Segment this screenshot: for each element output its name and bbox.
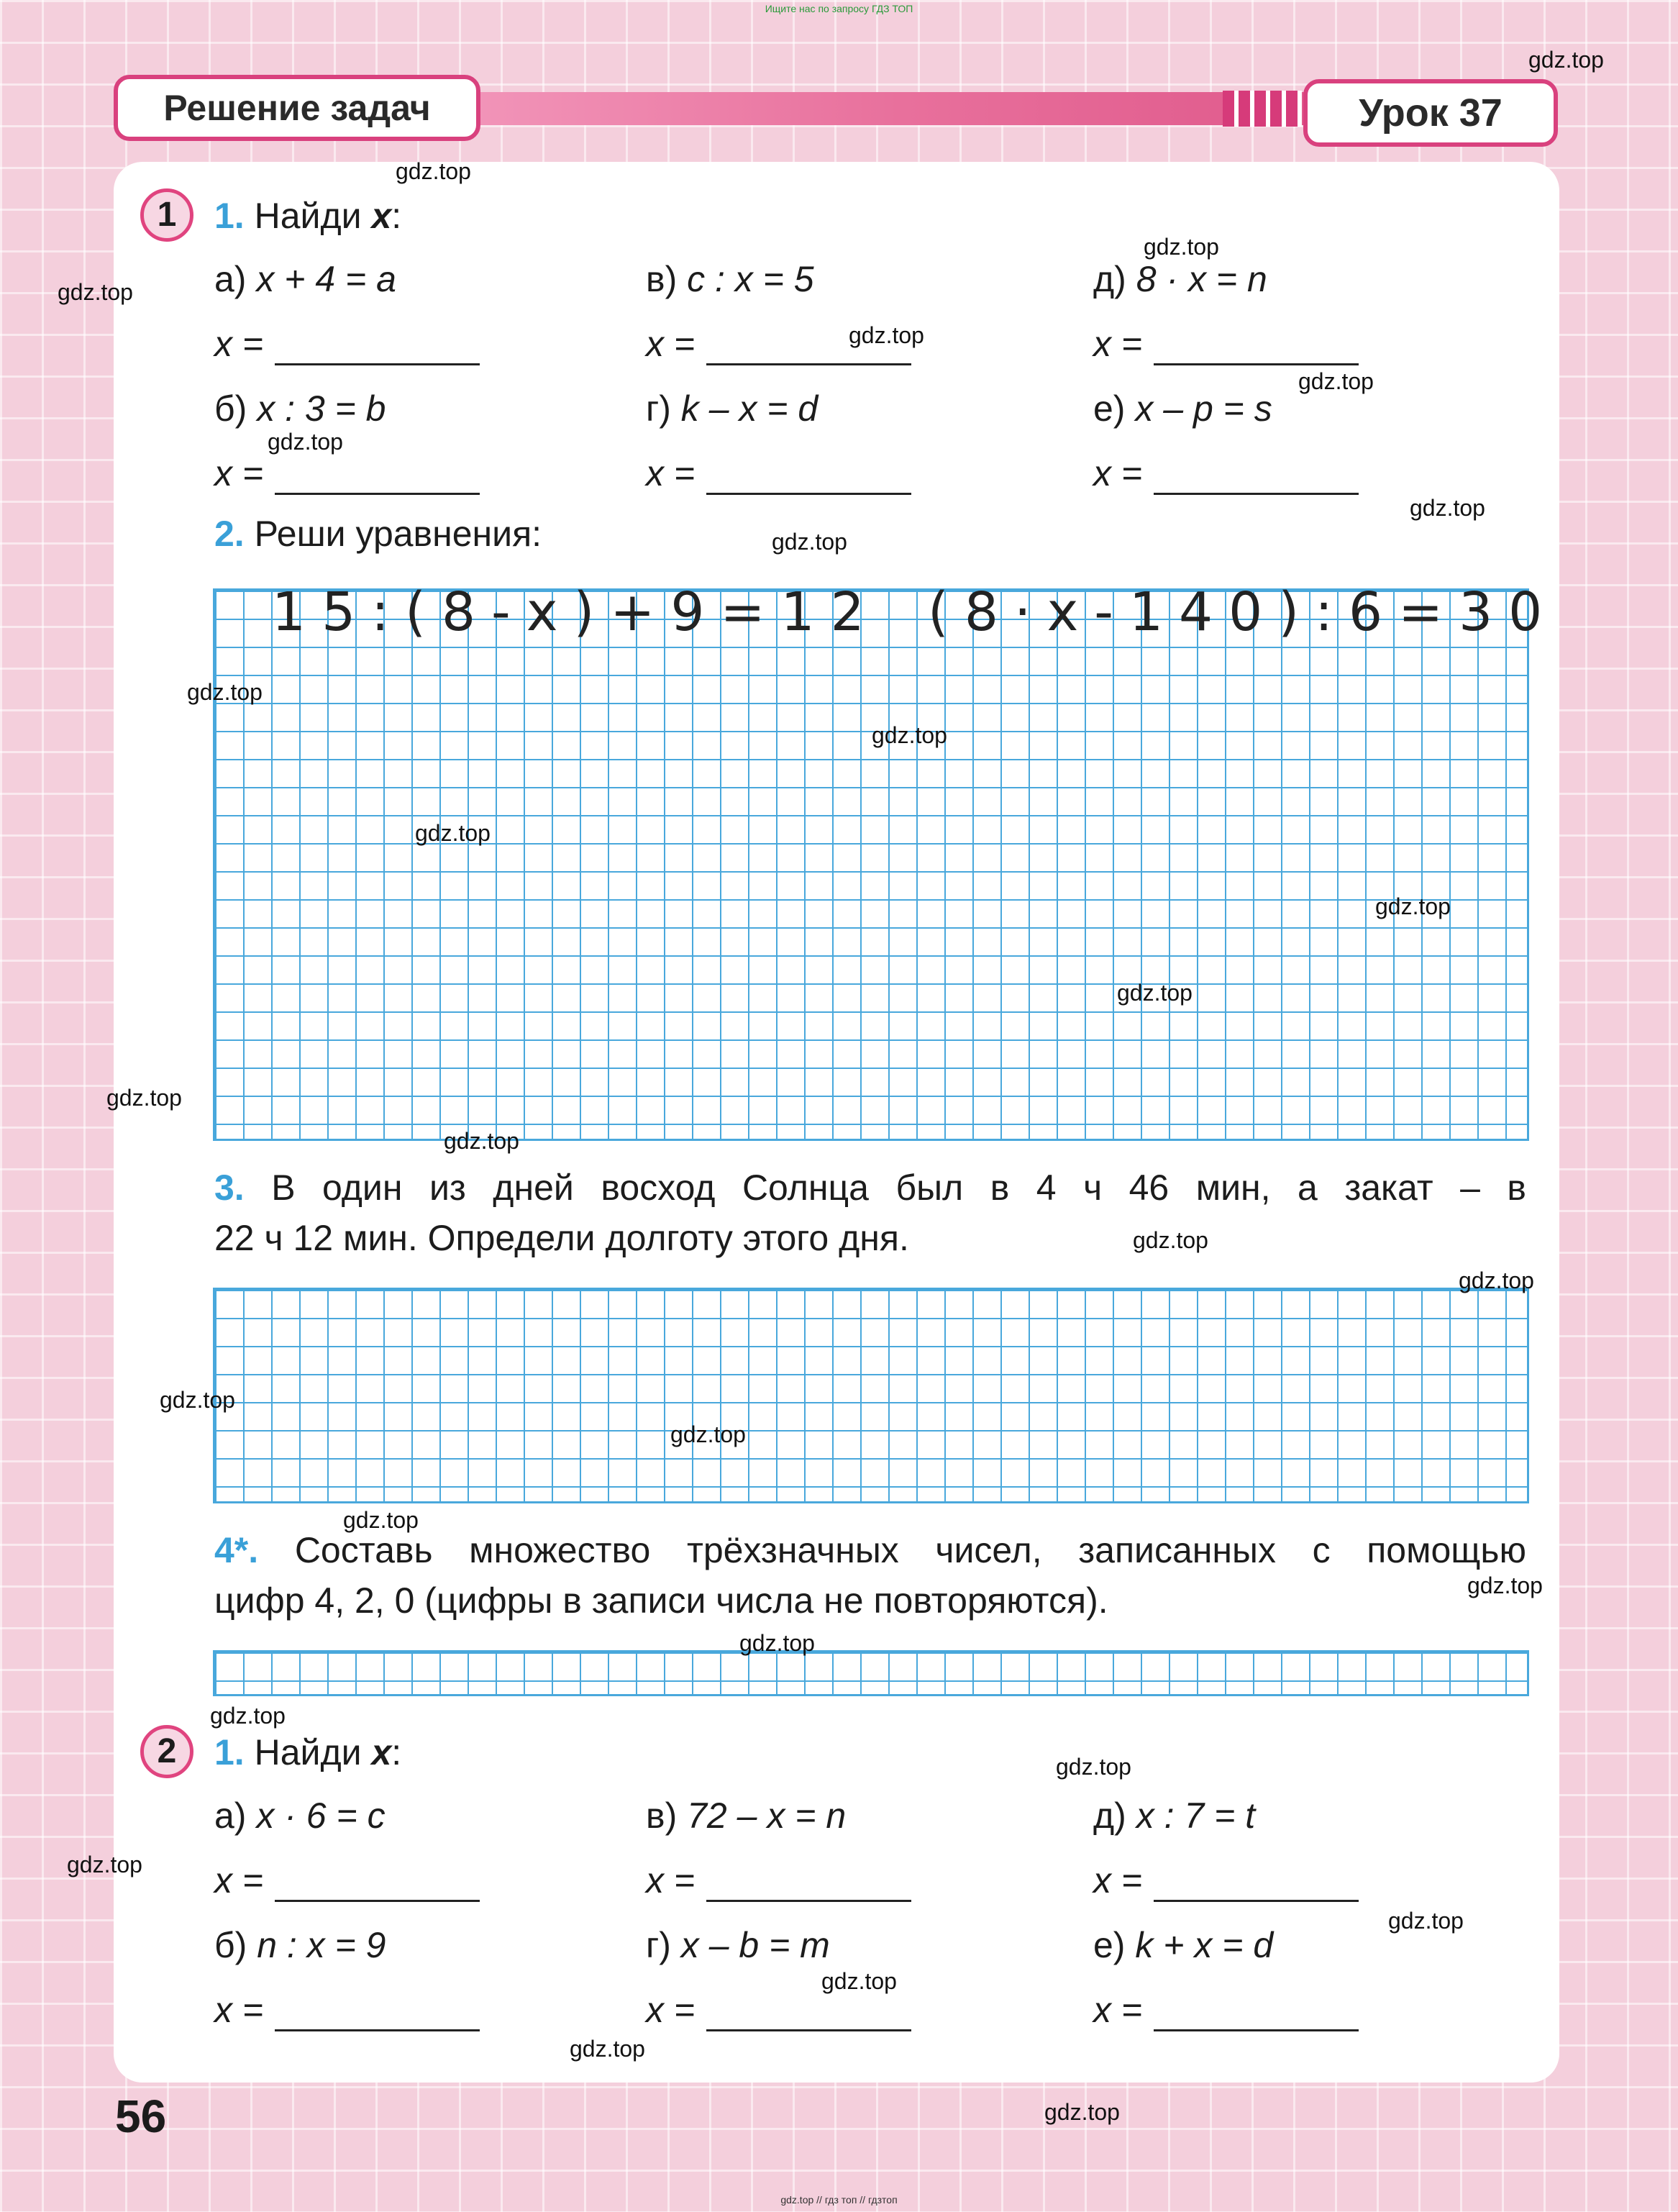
- watermark: gdz.top: [1467, 1572, 1543, 1598]
- v2-eq-e-expr: k + x = d: [1135, 1925, 1274, 1965]
- lesson-label: Урок 37: [1303, 79, 1558, 147]
- v1-ans-e-prefix: x =: [1093, 453, 1143, 493]
- v2-eq-v-label: в): [646, 1795, 678, 1836]
- v2-eq-a: [214, 1794, 386, 1837]
- v2-ans-e: [1093, 1988, 1359, 2031]
- v1-task1-text: Найди: [254, 196, 362, 236]
- v1-eq-a: [214, 258, 396, 301]
- v2-ans-b-prefix: x =: [214, 1990, 264, 2030]
- v1-ans-b-blank[interactable]: [275, 458, 480, 495]
- v1-eq-e: [1093, 387, 1272, 430]
- v2-eq-d: [1093, 1794, 1255, 1837]
- watermark: gdz.top: [268, 429, 343, 455]
- watermark: gdz.top: [1056, 1754, 1131, 1780]
- v1-eq-g-expr: k – x = d: [680, 388, 819, 429]
- variant-2-badge: 2: [140, 1725, 193, 1778]
- v2-ans-v: [646, 1859, 911, 1902]
- v2-ans-a-prefix: x =: [214, 1860, 264, 1901]
- v2-task1-heading: [214, 1731, 401, 1774]
- watermark: gdz.top: [670, 1421, 746, 1447]
- v2-eq-v: [646, 1794, 846, 1837]
- watermark: gdz.top: [1410, 495, 1485, 521]
- v1-ans-g-blank[interactable]: [706, 458, 911, 495]
- v1-ans-d: [1093, 322, 1359, 365]
- v2-ans-v-blank[interactable]: [706, 1865, 911, 1902]
- v1-task4-number: 4*.: [214, 1530, 259, 1570]
- header-stripes: [1223, 91, 1302, 127]
- v1-ans-d-prefix: x =: [1093, 324, 1143, 364]
- v1-task1-colon: :: [391, 196, 402, 236]
- page-title: Решение задач: [114, 75, 480, 141]
- v1-eq-d: [1093, 258, 1267, 301]
- v1-ans-a-prefix: x =: [214, 324, 264, 364]
- v1-eq-b-expr: x : 3 = b: [257, 388, 386, 429]
- v2-ans-e-blank[interactable]: [1154, 1995, 1359, 2031]
- v1-task2-heading: [214, 512, 542, 555]
- v1-eq-a-expr: x + 4 = a: [256, 259, 396, 299]
- watermark: gdz.top: [849, 322, 924, 348]
- v1-ans-g-prefix: x =: [646, 453, 696, 493]
- v2-task1-var: x: [371, 1732, 392, 1772]
- v1-ans-a-blank[interactable]: [275, 329, 480, 365]
- v2-ans-g-prefix: x =: [646, 1990, 696, 2030]
- v1-eq-g: [646, 387, 818, 430]
- watermark: gdz.top: [1117, 980, 1193, 1006]
- v2-ans-b-blank[interactable]: [275, 1995, 480, 2031]
- watermark: gdz.top: [772, 529, 847, 555]
- v1-task2-handwritten-2: (8·x-140):6=30: [928, 581, 1559, 643]
- v2-task1-colon: :: [391, 1732, 402, 1772]
- v2-ans-a-blank[interactable]: [275, 1865, 480, 1902]
- v1-ans-b: [214, 452, 480, 495]
- watermark: gdz.top: [1459, 1267, 1534, 1293]
- v2-eq-b-label: б): [214, 1925, 247, 1965]
- watermark: gdz.top: [396, 158, 471, 184]
- v1-task4-grid[interactable]: [213, 1650, 1529, 1696]
- watermark: gdz.top: [106, 1085, 182, 1111]
- v1-eq-v: [646, 258, 814, 301]
- v1-task1-heading: [214, 194, 401, 237]
- watermark: gdz.top: [1044, 2099, 1120, 2125]
- v1-ans-d-blank[interactable]: [1154, 329, 1359, 365]
- v2-eq-e: [1093, 1924, 1273, 1967]
- v2-eq-g-expr: x – b = m: [680, 1925, 830, 1965]
- watermark: gdz.top: [343, 1507, 419, 1533]
- v2-task1-text: Найди: [254, 1732, 362, 1772]
- watermark: gdz.top: [1388, 1908, 1464, 1934]
- v2-ans-d: [1093, 1859, 1359, 1902]
- watermark: gdz.top: [739, 1630, 815, 1656]
- v1-ans-e: [1093, 452, 1359, 495]
- v1-task2-text: Реши уравнения:: [254, 514, 542, 554]
- watermark: gdz.top: [67, 1852, 142, 1878]
- v1-task3-grid[interactable]: [213, 1288, 1529, 1503]
- v1-task1-var: x: [371, 196, 392, 236]
- v2-eq-d-label: д): [1093, 1795, 1126, 1836]
- header-bar: [403, 92, 1309, 125]
- watermark: gdz.top: [415, 820, 491, 846]
- watermark: gdz.top: [444, 1128, 519, 1154]
- v1-task3-number: 3.: [214, 1168, 245, 1208]
- v1-eq-a-label: а): [214, 259, 247, 299]
- v1-task4-text-1: Составь множество трёхзначных чисел, записанных с помощью: [294, 1530, 1526, 1570]
- v2-ans-e-prefix: x =: [1093, 1990, 1143, 2030]
- v2-ans-a: [214, 1859, 480, 1902]
- v2-eq-g: [646, 1924, 830, 1967]
- bottom-note: gdz.top // гдз топ // гдзтоп: [780, 2194, 898, 2206]
- v1-task3-line1: [214, 1162, 1526, 1213]
- v1-eq-g-label: г): [646, 388, 671, 429]
- v1-task3-text-1: В один из дней восход Солнца был в 4 ч 46 мин, а закат – в: [271, 1168, 1526, 1208]
- v1-ans-b-prefix: x =: [214, 453, 264, 493]
- v2-eq-a-label: а): [214, 1795, 247, 1836]
- v1-task2-handwritten-1: 15:(8-x)+9=12: [272, 581, 880, 643]
- v2-ans-g: [646, 1988, 911, 2031]
- watermark: gdz.top: [1375, 893, 1451, 919]
- v2-eq-e-label: е): [1093, 1925, 1126, 1965]
- watermark: gdz.top: [570, 2036, 645, 2062]
- v1-ans-e-blank[interactable]: [1154, 458, 1359, 495]
- v1-eq-v-label: в): [646, 259, 678, 299]
- v1-task2-number: 2.: [214, 514, 245, 554]
- v1-eq-e-expr: x – p = s: [1135, 388, 1272, 429]
- v1-task3-line2: 22 ч 12 мин. Определи долготу этого дня.: [214, 1218, 909, 1258]
- watermark: gdz.top: [160, 1387, 235, 1413]
- v1-eq-b: [214, 387, 386, 430]
- v2-eq-g-label: г): [646, 1925, 671, 1965]
- v2-ans-v-prefix: x =: [646, 1860, 696, 1901]
- v2-ans-d-blank[interactable]: [1154, 1865, 1359, 1902]
- v1-ans-v-prefix: x =: [646, 324, 696, 364]
- page-number: 56: [115, 2090, 167, 2142]
- watermark: gdz.top: [1298, 368, 1374, 394]
- v1-eq-e-label: е): [1093, 388, 1126, 429]
- watermark: gdz.top: [1528, 47, 1604, 73]
- v1-ans-a: [214, 322, 480, 365]
- v2-eq-d-expr: x : 7 = t: [1136, 1795, 1256, 1836]
- v2-ans-d-prefix: x =: [1093, 1860, 1143, 1901]
- v2-eq-b-expr: n : x = 9: [257, 1925, 386, 1965]
- watermark: gdz.top: [1133, 1227, 1208, 1253]
- watermark: gdz.top: [872, 722, 947, 748]
- v2-eq-v-expr: 72 – x = n: [687, 1795, 847, 1836]
- v2-ans-b: [214, 1988, 480, 2031]
- top-note: Ищите нас по запросу ГДЗ ТОП: [765, 3, 913, 14]
- watermark: gdz.top: [821, 1968, 897, 1994]
- watermark: gdz.top: [58, 279, 133, 305]
- v1-task2-grid[interactable]: [213, 588, 1529, 1141]
- v1-eq-d-label: д): [1093, 259, 1126, 299]
- v1-ans-g: [646, 452, 911, 495]
- v1-task1-number: 1.: [214, 196, 245, 236]
- watermark: gdz.top: [1144, 234, 1219, 260]
- watermark: gdz.top: [187, 679, 263, 705]
- v1-eq-b-label: б): [214, 388, 247, 429]
- v2-eq-a-expr: x · 6 = c: [256, 1795, 386, 1836]
- v1-eq-d-expr: 8 · x = n: [1136, 259, 1267, 299]
- watermark: gdz.top: [210, 1703, 286, 1729]
- v1-task4-line2: цифр 4, 2, 0 (цифры в записи числа не повторяются).: [214, 1580, 1108, 1621]
- v2-eq-b: [214, 1924, 386, 1967]
- v1-eq-v-expr: c : x = 5: [687, 259, 814, 299]
- variant-1-badge: 1: [140, 188, 193, 242]
- v2-task1-number: 1.: [214, 1732, 245, 1772]
- v2-ans-g-blank[interactable]: [706, 1995, 911, 2031]
